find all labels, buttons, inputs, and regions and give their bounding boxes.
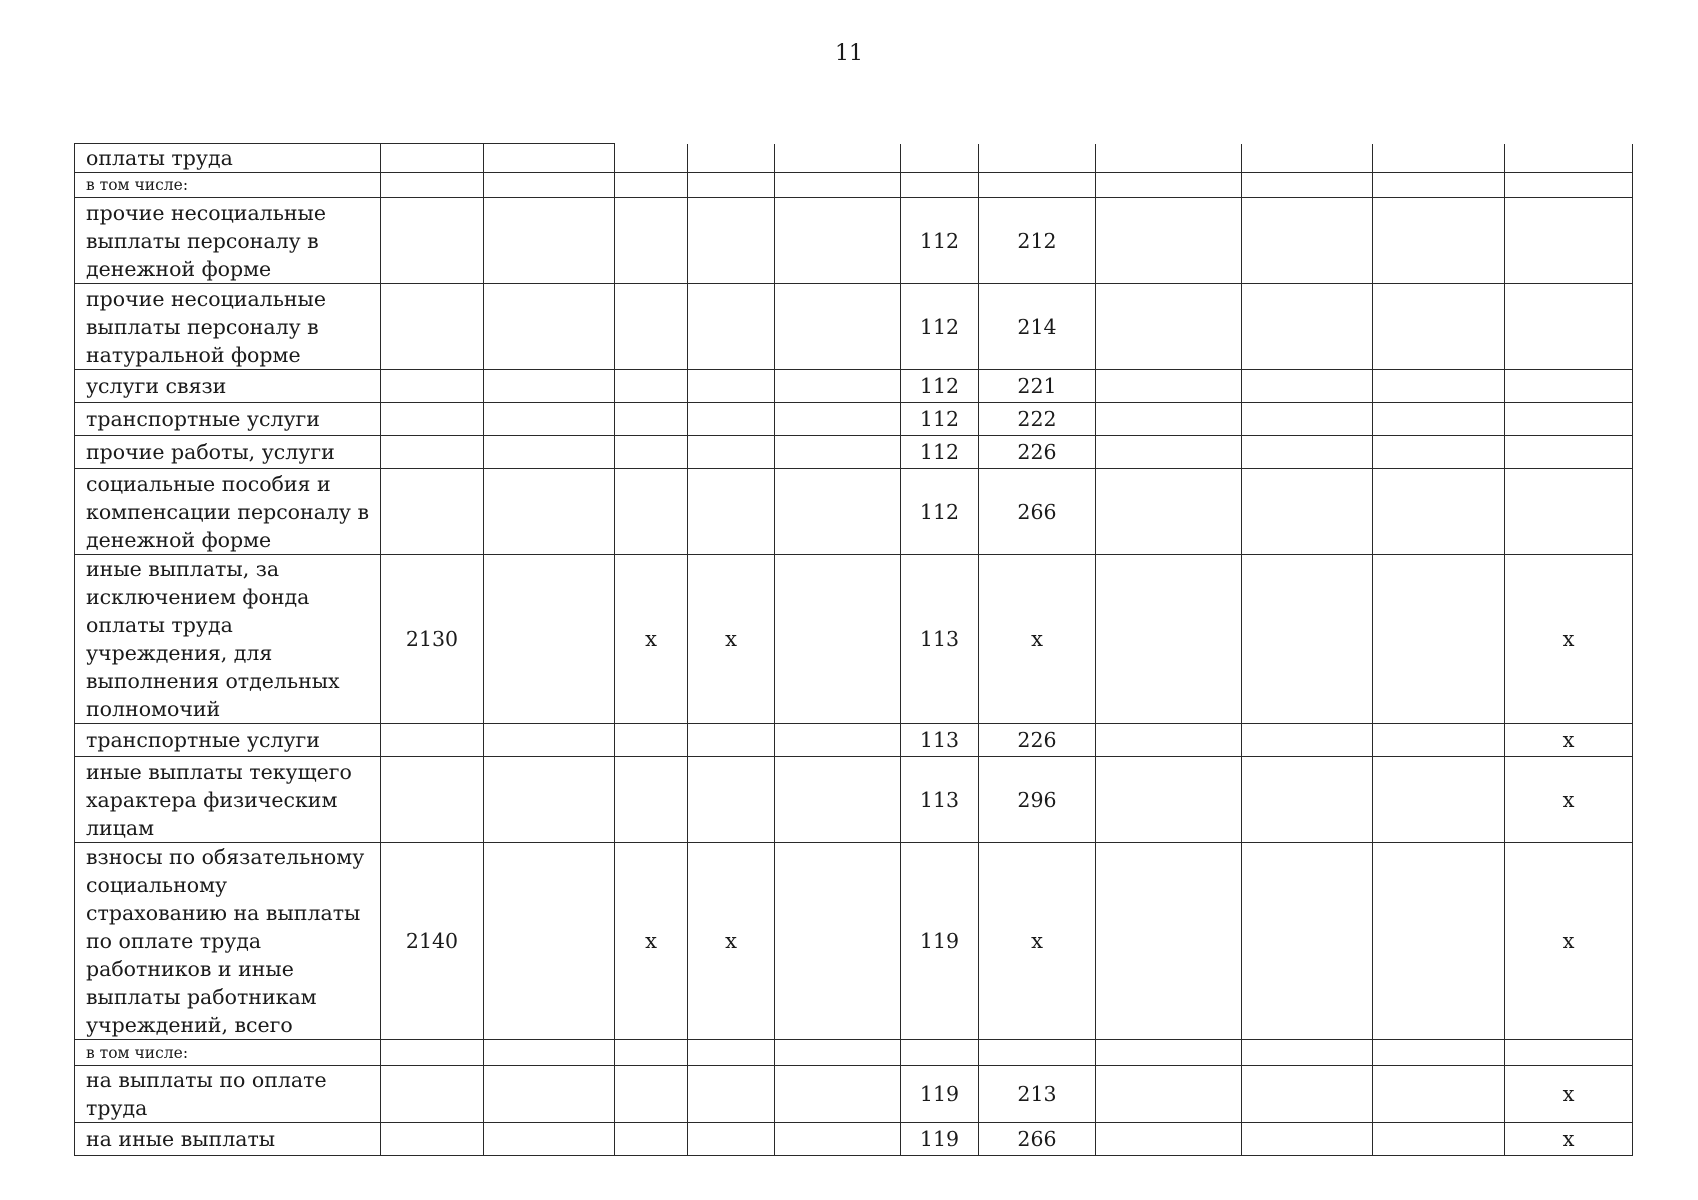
row-label: в том числе: [86, 1043, 189, 1062]
kosgu-code-cell [979, 144, 1096, 173]
column-6-cell [775, 724, 901, 757]
line-code-cell [381, 843, 484, 1040]
column-12-cell [1505, 284, 1633, 370]
cell-value: 213 [1017, 1082, 1057, 1106]
column-4-cell [615, 284, 688, 370]
column-10-cell [1242, 198, 1373, 284]
column-6-cell [775, 757, 901, 843]
row-name-cell [75, 284, 381, 370]
cell-value: 112 [919, 440, 960, 464]
kvr-code-cell [901, 1123, 979, 1156]
row-label: услуги связи [86, 374, 227, 398]
row-name-cell [75, 173, 381, 198]
column-10-cell [1242, 1123, 1373, 1156]
page-number: 11 [835, 41, 863, 66]
cell-value: х [1562, 627, 1575, 651]
column-12-cell [1505, 436, 1633, 469]
cell-value: 112 [919, 314, 960, 339]
cell-value: х [1562, 1127, 1575, 1151]
column-11-cell [1373, 370, 1505, 403]
row-name-cell [75, 1066, 381, 1123]
column-5-cell [688, 370, 775, 403]
row-label: транспортные услуги [86, 728, 320, 752]
column-3-cell [484, 469, 615, 555]
cell-value: 266 [1017, 1127, 1057, 1151]
column-5-cell [688, 843, 775, 1040]
column-11-cell [1373, 469, 1505, 555]
kvr-code-cell [901, 469, 979, 555]
column-6-cell [775, 198, 901, 284]
column-10-cell [1242, 284, 1373, 370]
column-5-cell [688, 198, 775, 284]
column-9-cell [1096, 724, 1242, 757]
cell-value: 119 [919, 1082, 960, 1106]
column-9-cell [1096, 370, 1242, 403]
column-12-cell [1505, 173, 1633, 198]
line-code-cell [381, 370, 484, 403]
column-4-cell [615, 403, 688, 436]
column-12-cell [1505, 403, 1633, 436]
column-11-cell [1373, 555, 1505, 724]
row-label: транспортные услуги [86, 407, 320, 431]
kvr-code-cell [901, 144, 979, 173]
line-code-cell [381, 173, 484, 198]
column-10-cell [1242, 144, 1373, 173]
kosgu-code-cell [979, 198, 1096, 284]
row-label: иные выплаты текущего характера физическим лицам [86, 759, 352, 840]
row-name-cell [75, 370, 381, 403]
kosgu-code-cell [979, 843, 1096, 1040]
row-name-cell [75, 555, 381, 724]
table-body [75, 144, 1633, 1156]
kvr-code-cell [901, 284, 979, 370]
column-5-cell [688, 1040, 775, 1066]
column-4-cell [615, 1040, 688, 1066]
column-3-cell [484, 284, 615, 370]
cell-value: х [725, 929, 737, 953]
column-3-cell [484, 198, 615, 284]
column-5-cell [688, 555, 775, 724]
column-5-cell [688, 173, 775, 198]
column-11-cell [1373, 198, 1505, 284]
table-row [75, 198, 1633, 284]
column-5-cell [688, 1123, 775, 1156]
column-11-cell [1373, 173, 1505, 198]
row-name-cell [75, 436, 381, 469]
column-5-cell [688, 284, 775, 370]
row-label: иные выплаты, за исключением фонда оплаты труда учреждения, для выполнения отдельных полномочий [86, 557, 340, 721]
column-9-cell [1096, 555, 1242, 724]
cell-value: х [1562, 929, 1575, 953]
table-row [75, 436, 1633, 469]
column-3-cell [484, 173, 615, 198]
line-code-cell [381, 436, 484, 469]
column-3-cell [484, 724, 615, 757]
kosgu-code-cell [979, 403, 1096, 436]
column-4-cell [615, 144, 688, 173]
column-3-cell [484, 555, 615, 724]
row-label: в том числе: [86, 176, 189, 194]
row-name-cell [75, 757, 381, 843]
table-row [75, 284, 1633, 370]
column-4-cell [615, 1066, 688, 1123]
kosgu-code-cell [979, 1066, 1096, 1123]
row-name-cell [75, 724, 381, 757]
row-label: социальные пособия и компенсации персоналу в денежной форме [86, 471, 370, 552]
column-9-cell [1096, 436, 1242, 469]
line-code-cell [381, 1123, 484, 1156]
column-4-cell [615, 370, 688, 403]
line-code-cell [381, 403, 484, 436]
column-6-cell [775, 1123, 901, 1156]
cell-value: 113 [919, 787, 960, 812]
column-10-cell [1242, 1066, 1373, 1123]
row-label: на иные выплаты [86, 1127, 276, 1151]
cell-value: 226 [1017, 728, 1057, 752]
cell-value: 112 [919, 374, 960, 398]
kosgu-code-cell [979, 555, 1096, 724]
cell-value: 214 [1017, 314, 1057, 339]
cell-value: 112 [919, 228, 960, 253]
column-5-cell [688, 1066, 775, 1123]
column-11-cell [1373, 403, 1505, 436]
cell-value: 119 [919, 1127, 960, 1151]
column-10-cell [1242, 843, 1373, 1040]
column-9-cell [1096, 284, 1242, 370]
line-code-cell [381, 144, 484, 173]
column-5-cell [688, 144, 775, 173]
column-6-cell [775, 843, 901, 1040]
table-row [75, 370, 1633, 403]
column-12-cell [1505, 144, 1633, 173]
column-5-cell [688, 757, 775, 843]
column-3-cell [484, 403, 615, 436]
column-9-cell [1096, 1066, 1242, 1123]
column-10-cell [1242, 555, 1373, 724]
cell-value: х [645, 929, 657, 953]
table-row [75, 843, 1633, 1040]
column-11-cell [1373, 724, 1505, 757]
kosgu-code-cell [979, 436, 1096, 469]
table-subheader-row [75, 173, 1633, 198]
column-11-cell [1373, 436, 1505, 469]
cell-value: х [645, 627, 657, 651]
column-12-cell [1505, 724, 1633, 757]
kvr-code-cell [901, 757, 979, 843]
column-10-cell [1242, 1040, 1373, 1066]
kosgu-code-cell [979, 370, 1096, 403]
column-6-cell [775, 469, 901, 555]
table-row [75, 757, 1633, 843]
row-label: на выплаты по оплате труда [86, 1068, 327, 1120]
column-12-cell [1505, 757, 1633, 843]
table-row [75, 1066, 1633, 1123]
column-9-cell [1096, 757, 1242, 843]
cell-value: 212 [1017, 228, 1057, 253]
line-code-cell [381, 284, 484, 370]
column-4-cell [615, 198, 688, 284]
row-label: прочие несоциальные выплаты персоналу в натуральной форме [86, 286, 326, 367]
column-10-cell [1242, 173, 1373, 198]
column-11-cell [1373, 1066, 1505, 1123]
kvr-code-cell [901, 1066, 979, 1123]
table-subheader-row [75, 1040, 1633, 1066]
kvr-code-cell [901, 843, 979, 1040]
column-10-cell [1242, 370, 1373, 403]
cell-value: 296 [1017, 787, 1057, 812]
column-3-cell [484, 1066, 615, 1123]
row-label: взносы по обязательному социальному страхованию на выплаты по оплате труда работников и иные выплаты работникам учреждений, всего [86, 845, 365, 1037]
column-3-cell [484, 144, 615, 173]
column-9-cell [1096, 144, 1242, 173]
column-11-cell [1373, 1040, 1505, 1066]
kosgu-code-cell [979, 469, 1096, 555]
kvr-code-cell [901, 370, 979, 403]
column-12-cell [1505, 1123, 1633, 1156]
column-9-cell [1096, 198, 1242, 284]
kvr-code-cell [901, 436, 979, 469]
cell-value: х [1031, 929, 1043, 953]
column-4-cell [615, 173, 688, 198]
column-12-cell [1505, 198, 1633, 284]
line-code-cell [381, 724, 484, 757]
cell-value: х [1562, 787, 1575, 812]
column-12-cell [1505, 370, 1633, 403]
column-10-cell [1242, 724, 1373, 757]
kvr-code-cell [901, 173, 979, 198]
column-12-cell [1505, 555, 1633, 724]
column-4-cell [615, 757, 688, 843]
row-name-cell [75, 469, 381, 555]
column-5-cell [688, 469, 775, 555]
cell-value: 226 [1017, 440, 1057, 464]
column-9-cell [1096, 1123, 1242, 1156]
kosgu-code-cell [979, 1040, 1096, 1066]
column-11-cell [1373, 1123, 1505, 1156]
budget-table [74, 143, 1633, 1156]
line-code-cell [381, 1066, 484, 1123]
row-name-cell [75, 144, 381, 173]
kosgu-code-cell [979, 284, 1096, 370]
column-3-cell [484, 1040, 615, 1066]
kvr-code-cell [901, 403, 979, 436]
kvr-code-cell [901, 198, 979, 284]
table-row [75, 1123, 1633, 1156]
cell-value: 113 [919, 627, 960, 651]
column-4-cell [615, 724, 688, 757]
row-name-cell [75, 1040, 381, 1066]
table-row [75, 469, 1633, 555]
kvr-code-cell [901, 1040, 979, 1066]
cell-value: 119 [919, 929, 960, 953]
column-4-cell [615, 555, 688, 724]
cell-value: 266 [1017, 499, 1057, 524]
column-4-cell [615, 843, 688, 1040]
column-12-cell [1505, 1040, 1633, 1066]
column-9-cell [1096, 403, 1242, 436]
row-label: прочие работы, услуги [86, 440, 335, 464]
column-5-cell [688, 403, 775, 436]
row-label: оплаты труда [86, 146, 233, 170]
column-6-cell [775, 555, 901, 724]
cell-value: 2130 [405, 627, 459, 651]
line-code-cell [381, 1040, 484, 1066]
column-11-cell [1373, 843, 1505, 1040]
table-row [75, 555, 1633, 724]
line-code-cell [381, 198, 484, 284]
cell-value: 112 [919, 407, 960, 431]
line-code-cell [381, 469, 484, 555]
column-10-cell [1242, 403, 1373, 436]
cell-value: 222 [1017, 407, 1057, 431]
column-6-cell [775, 173, 901, 198]
column-11-cell [1373, 144, 1505, 173]
column-12-cell [1505, 1066, 1633, 1123]
column-6-cell [775, 436, 901, 469]
column-12-cell [1505, 843, 1633, 1040]
column-4-cell [615, 469, 688, 555]
column-3-cell [484, 436, 615, 469]
column-6-cell [775, 1066, 901, 1123]
cell-value: 2140 [405, 929, 459, 953]
column-6-cell [775, 403, 901, 436]
column-4-cell [615, 436, 688, 469]
cell-value: х [1562, 1082, 1575, 1106]
column-3-cell [484, 757, 615, 843]
kosgu-code-cell [979, 724, 1096, 757]
column-5-cell [688, 724, 775, 757]
column-9-cell [1096, 173, 1242, 198]
cell-value: 112 [919, 499, 960, 524]
kvr-code-cell [901, 555, 979, 724]
column-6-cell [775, 284, 901, 370]
cell-value: 113 [919, 728, 960, 752]
column-9-cell [1096, 1040, 1242, 1066]
column-12-cell [1505, 469, 1633, 555]
cell-value: х [1562, 728, 1575, 752]
cell-value: 221 [1017, 374, 1057, 398]
cell-value: х [725, 627, 737, 651]
column-6-cell [775, 370, 901, 403]
row-name-cell [75, 198, 381, 284]
column-6-cell [775, 1040, 901, 1066]
row-name-cell [75, 1123, 381, 1156]
row-name-cell [75, 843, 381, 1040]
column-3-cell [484, 1123, 615, 1156]
column-6-cell [775, 144, 901, 173]
row-label: прочие несоциальные выплаты персоналу в денежной форме [86, 200, 326, 281]
column-4-cell [615, 1123, 688, 1156]
table-row [75, 144, 1633, 173]
column-11-cell [1373, 757, 1505, 843]
row-name-cell [75, 403, 381, 436]
column-10-cell [1242, 757, 1373, 843]
column-3-cell [484, 370, 615, 403]
table-row [75, 403, 1633, 436]
table-row [75, 724, 1633, 757]
kvr-code-cell [901, 724, 979, 757]
kosgu-code-cell [979, 757, 1096, 843]
column-11-cell [1373, 284, 1505, 370]
column-3-cell [484, 843, 615, 1040]
kosgu-code-cell [979, 1123, 1096, 1156]
column-9-cell [1096, 843, 1242, 1040]
column-10-cell [1242, 469, 1373, 555]
line-code-cell [381, 555, 484, 724]
line-code-cell [381, 757, 484, 843]
kosgu-code-cell [979, 173, 1096, 198]
column-5-cell [688, 436, 775, 469]
column-10-cell [1242, 436, 1373, 469]
column-9-cell [1096, 469, 1242, 555]
cell-value: х [1031, 627, 1043, 651]
